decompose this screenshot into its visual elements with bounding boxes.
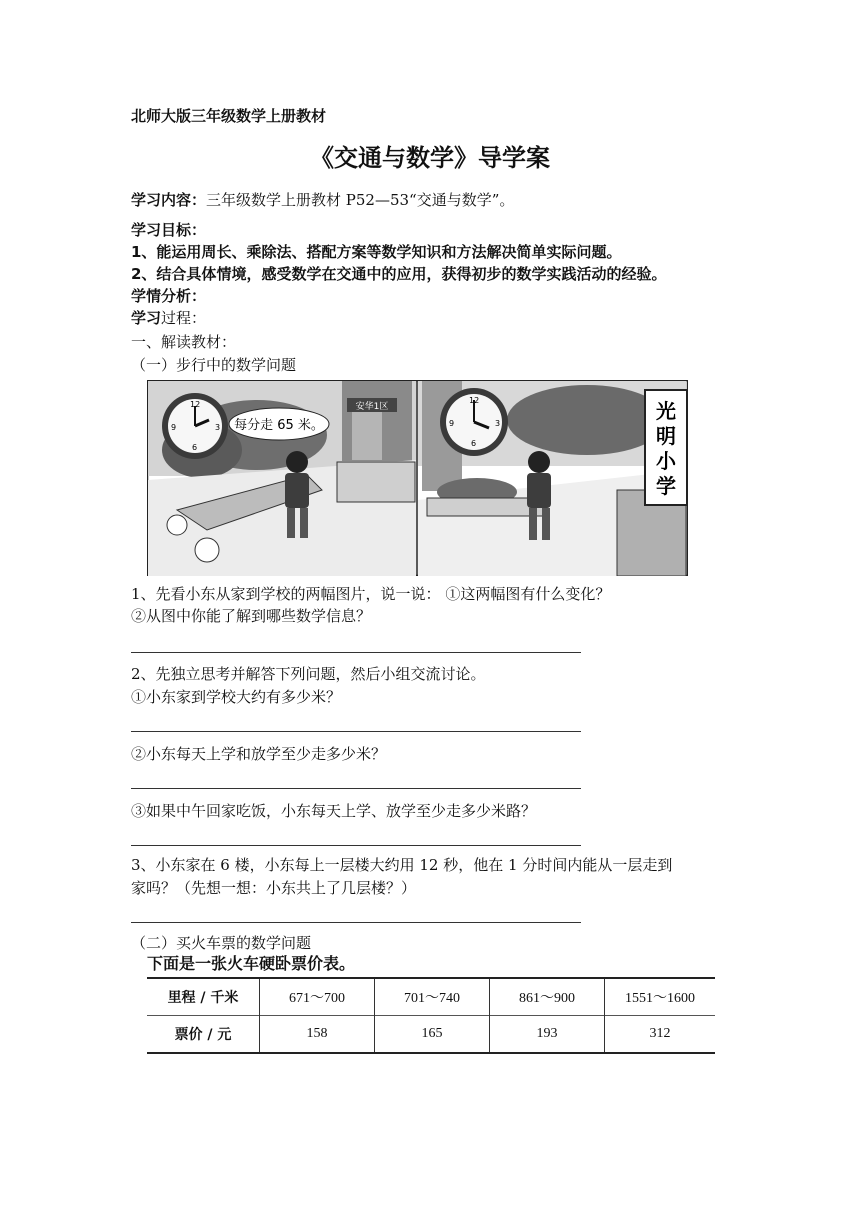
table-cell: 158 [260,1016,375,1054]
q2-a: ①小东家到学校大约有多少米？ [131,688,342,706]
subtitle: 北师大版三年级数学上册教材 [131,107,327,125]
process-heading-bold: 学习 [131,309,162,327]
goal-item-1: 1、能运用周长、乘除法、搭配方案等数学知识和方法解决简单实际问题。 [131,243,622,261]
school-sign-char-1: 光 [656,399,676,423]
svg-text:9: 9 [171,423,177,432]
answer-line [131,788,581,789]
q3-line2: 家吗？（先想一想：小东共上了几层楼？） [131,879,417,897]
table-cell: 165 [375,1016,490,1054]
school-sign-char-2: 明 [656,424,676,448]
svg-text:3: 3 [215,423,221,432]
speech-text: 每分走 65 米。 [234,418,324,433]
section1-sub: （一）步行中的数学问题 [131,356,297,374]
q2-b: ②小东每天上学和放学至少走多少米？ [131,745,387,763]
q2-intro: 2、先独立思考并解答下列问题，然后小组交流讨论。 [131,665,486,683]
school-sign-char-4: 学 [656,474,676,498]
section2-heading: （二）买火车票的数学问题 [131,934,312,952]
answer-line [131,652,581,653]
table-cell: 861～900 [490,978,605,1016]
process-heading-rest: 过程： [161,309,207,327]
content-text: 三年级数学上册教材 P52—53“交通与数学”。 [206,191,515,209]
table-cell: 312 [605,1016,716,1054]
school-sign-char-3: 小 [656,449,676,473]
walking-illustration [147,380,688,576]
svg-text:12: 12 [190,400,201,409]
row-label-distance: 里程 / 千米 [147,978,260,1016]
table-row [147,1016,715,1054]
svg-text:12: 12 [469,396,480,405]
goal-item-2: 2、结合具体情境，感受数学在交通中的应用，获得初步的数学实践活动的经验。 [131,265,667,283]
q2-c: ③如果中午回家吃饭，小东每天上学、放学至少走多少米路？ [131,802,537,820]
price-table [147,977,715,1054]
row-label-price: 票价 / 元 [147,1016,260,1054]
svg-text:9: 9 [449,419,455,428]
page-title: 《交通与数学》导学案 [310,144,550,172]
table-cell: 193 [490,1016,605,1054]
answer-line [131,845,581,846]
q1-line2: ②从图中你能了解到哪些数学信息？ [131,607,372,625]
table-row [147,978,715,1016]
goals-heading: 学习目标： [131,221,207,239]
table-cell: 1551～1600 [605,978,716,1016]
left-panel [148,381,416,576]
table-cell: 671～700 [260,978,375,1016]
svg-text:3: 3 [495,419,501,428]
q1-line1: 1、先看小东从家到学校的两幅图片，说一说： ①这两幅图有什么变化？ [131,585,611,603]
content-row [131,190,514,210]
answer-line [131,922,581,923]
process-heading [131,308,206,328]
analysis-heading: 学情分析： [131,287,207,305]
building-sign: 安华1区 [355,402,389,412]
table-cell: 701～740 [375,978,490,1016]
section1-heading: 一、解读教材： [131,333,237,351]
content-label: 学习内容： [131,191,207,209]
q3-line1: 3、小东家在 6 楼，小东每上一层楼大约用 12 秒，他在 1 分时间内能从一层走到 [131,856,673,874]
svg-text:6: 6 [192,443,198,452]
svg-text:6: 6 [471,439,477,448]
answer-line [131,731,581,732]
table-caption: 下面是一张火车硬卧票价表。 [147,954,356,973]
